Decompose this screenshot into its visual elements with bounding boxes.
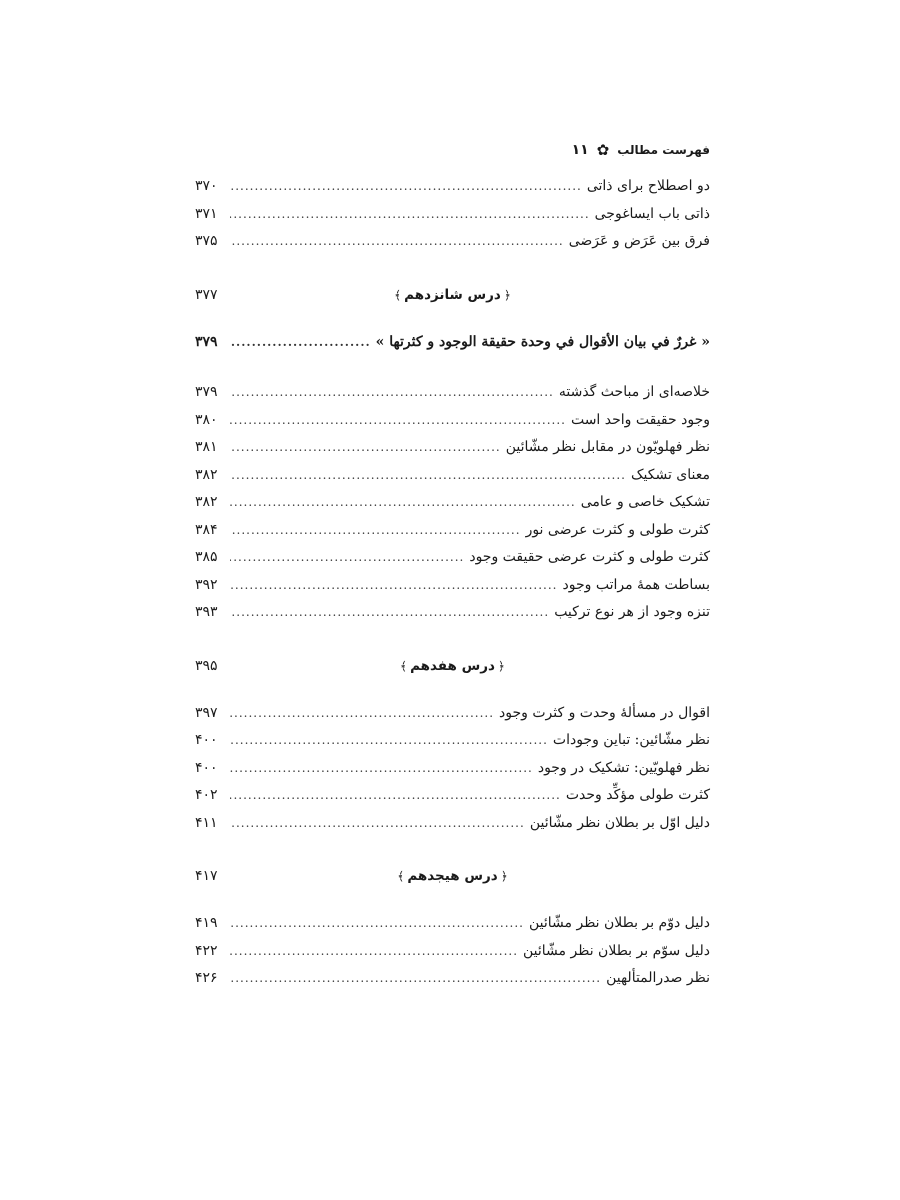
dot-leader	[230, 788, 561, 802]
running-head	[195, 138, 710, 162]
dot-leader	[230, 733, 548, 747]
lesson-heading[interactable]	[195, 284, 710, 311]
toc-entry-page: ۴۱۹	[195, 915, 218, 931]
toc-entry[interactable]	[195, 970, 710, 998]
toc-entry-title: تنزه وجود از هر نوع ترکیب	[554, 604, 710, 620]
toc-entry[interactable]	[195, 467, 710, 495]
dot-leader	[230, 944, 518, 958]
toc-entry-page: ۳۹۲	[195, 576, 218, 593]
dot-leader	[230, 761, 533, 775]
toc-entry-page: ۳۸۰	[195, 411, 218, 428]
toc-entry-title: دلیل سوّم بر بطلان نظر مشّائین	[523, 942, 710, 959]
bracket-ornament-icon: ﴿	[503, 287, 511, 302]
table-of-contents	[195, 178, 710, 998]
bracket-ornament-icon: ﴿	[497, 658, 505, 673]
toc-entry-page: ۳۸۲	[195, 494, 218, 510]
dot-leader	[230, 605, 549, 619]
toc-entry-page: ۳۸۴	[195, 521, 218, 538]
dot-leader	[230, 413, 566, 427]
dot-leader	[230, 916, 524, 930]
toc-entry[interactable]	[195, 705, 710, 733]
toc-entry-title: فرق بین عَرَض و عَرَضی	[568, 233, 710, 249]
toc-entry-page: ۳۷۵	[195, 233, 218, 249]
toc-entry[interactable]	[195, 522, 710, 550]
flower-ornament-icon: ✿	[596, 140, 610, 159]
dot-leader	[230, 335, 371, 349]
lesson-title-text: درس شانزدهم	[404, 286, 501, 303]
lesson-heading[interactable]	[195, 865, 710, 892]
toc-entry[interactable]	[195, 943, 710, 971]
dot-leader	[230, 578, 557, 592]
lesson-title	[195, 287, 710, 303]
toc-entry[interactable]	[195, 577, 710, 605]
toc-entry-title: کثرت طولی و کثرت عرضی نور	[525, 521, 710, 538]
dot-leader	[230, 971, 601, 985]
dot-leader	[230, 706, 494, 720]
dot-leader	[230, 550, 464, 564]
toc-entry-title: اقوال در مسألهٔ وحدت و کثرت وجود	[499, 704, 710, 721]
lesson-page: ۳۹۵	[195, 657, 218, 674]
dot-leader	[230, 179, 582, 193]
toc-entry[interactable]	[195, 815, 710, 843]
toc-entry-title: نظر مشّائین: تباین وجودات	[552, 732, 710, 748]
bracket-ornament-icon: ﴿	[500, 869, 508, 883]
toc-entry-title: نظر فهلویّین: تشکیک در وجود	[537, 759, 710, 776]
toc-entry-title: بساطت همهٔ مراتب وجود	[562, 576, 710, 593]
toc-entry[interactable]	[195, 233, 710, 261]
toc-entry[interactable]	[195, 412, 710, 440]
toc-entry-page: ۴۰۰	[195, 759, 218, 776]
toc-entry-page: ۳۷۰	[195, 178, 218, 194]
toc-entry-title: ذاتی باب ایساغوجی	[594, 205, 710, 222]
dot-leader	[230, 385, 554, 399]
bracket-ornament-icon: ﴾	[394, 287, 402, 302]
dot-leader	[230, 207, 590, 221]
toc-entry[interactable]	[195, 439, 710, 467]
toc-subheading-title: « غررٌ في بيان الأقوال في وحدة حقيقة الوجود و كثرتها »	[375, 333, 710, 350]
toc-entry[interactable]	[195, 760, 710, 788]
toc-subheading-page: ۳۷۹	[195, 333, 218, 350]
toc-entry-title: کثرت طولی و کثرت عرضی حقیقت وجود	[469, 549, 710, 565]
lesson-title	[195, 868, 710, 884]
toc-entry-title: نظر صدرالمتألهین	[606, 970, 710, 986]
toc-entry[interactable]	[195, 494, 710, 522]
toc-entry-title: دو اصطلاح برای ذاتی	[586, 178, 710, 194]
toc-entry[interactable]	[195, 787, 710, 815]
lesson-page: ۴۱۷	[195, 868, 218, 884]
toc-entry-page: ۴۱۱	[195, 814, 218, 831]
lesson-title	[195, 658, 710, 674]
toc-entry[interactable]	[195, 915, 710, 943]
toc-entry-page: ۴۰۰	[195, 732, 218, 748]
toc-entry[interactable]	[195, 178, 710, 206]
dot-leader	[230, 234, 564, 248]
toc-entry-title: تشکیک خاصی و عامی	[580, 494, 710, 510]
page-number: ۱۱	[571, 142, 589, 158]
dot-leader	[230, 495, 576, 509]
lesson-title-text: درس هیجدهم	[407, 868, 498, 884]
toc-entry-page: ۳۸۲	[195, 466, 218, 483]
toc-entry-page: ۳۸۵	[195, 549, 218, 565]
running-head-title: فهرست مطالب	[617, 143, 710, 157]
toc-entry-page: ۳۸۱	[195, 439, 218, 455]
toc-entry[interactable]	[195, 604, 710, 632]
bracket-ornament-icon: ﴾	[400, 658, 408, 673]
toc-entry[interactable]	[195, 732, 710, 760]
toc-entry-page: ۴۲۲	[195, 942, 218, 959]
dot-leader	[230, 468, 626, 482]
toc-entry-page: ۳۷۹	[195, 384, 218, 400]
toc-entry[interactable]	[195, 549, 710, 577]
lesson-page: ۳۷۷	[195, 286, 218, 303]
toc-entry-page: ۴۲۶	[195, 970, 218, 986]
toc-entry-title: نظر فهلویّون در مقابل نظر مشّائین	[505, 439, 710, 455]
toc-entry-title: وجود حقیقت واحد است	[570, 411, 710, 428]
dot-leader	[230, 816, 525, 830]
lesson-title-text: درس هفدهم	[410, 657, 495, 674]
lesson-heading[interactable]	[195, 655, 710, 682]
dot-leader	[230, 440, 501, 454]
toc-entry-page: ۴۰۲	[195, 787, 218, 803]
toc-entry-title: دلیل اوّل بر بطلان نظر مشّائین	[529, 814, 710, 831]
toc-entry-title: دلیل دوّم بر بطلان نظر مشّائین	[528, 915, 710, 931]
toc-entry-page: ۳۷۱	[195, 205, 218, 222]
toc-subheading[interactable]	[195, 334, 710, 362]
toc-entry-title: معنای تشکیک	[630, 466, 710, 483]
toc-entry-page: ۳۹۳	[195, 604, 218, 620]
toc-entry[interactable]	[195, 206, 710, 234]
toc-entry[interactable]	[195, 384, 710, 412]
toc-entry-title: کثرت طولی مؤکِّد وحدت	[565, 787, 710, 803]
toc-entry-page: ۳۹۷	[195, 704, 218, 721]
bracket-ornament-icon: ﴾	[397, 869, 405, 883]
toc-entry-title: خلاصه‌ای از مباحث گذشته	[558, 384, 710, 400]
dot-leader	[230, 523, 521, 537]
